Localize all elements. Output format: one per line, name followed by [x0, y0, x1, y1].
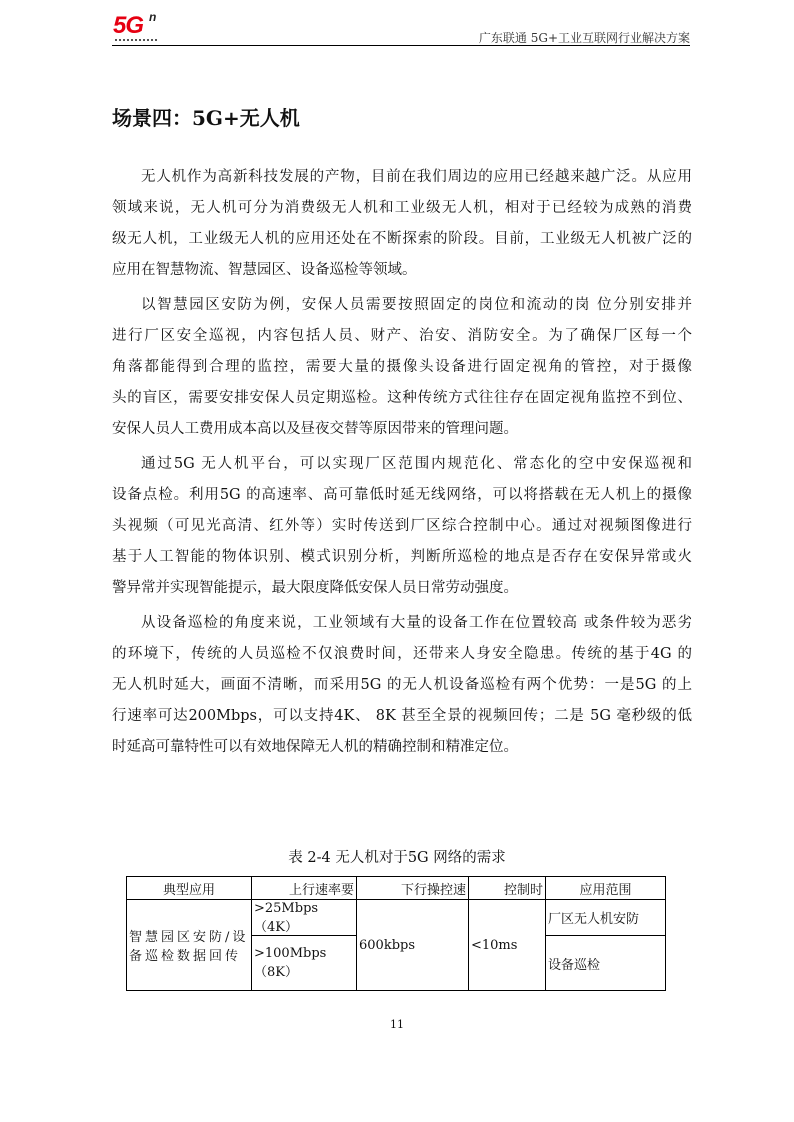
text-line: 设备点检。利用5G 的高速率、高可靠低时延无线网络，可以将搭载在无人机上的摄像 [112, 487, 692, 503]
cell-scope: 厂区无人机安防 [546, 900, 666, 936]
text-line: 头视频（可见光高清、红外等）实时传送到厂区综合控制中心。通过对视频图像进行 [112, 518, 692, 534]
text-line: 进行厂区安全巡视，内容包括人员、财产、治安、消防安全。为了确保厂区每一个 [112, 328, 692, 344]
cell-uplink: >100Mbps （8K） [252, 936, 357, 991]
cell-scope: 设备巡检 [546, 936, 666, 991]
text-line: 时延高可靠特性可以有效地保障无人机的精确控制和精准定位。 [112, 739, 518, 755]
header-cell: 下行操控速 [357, 877, 469, 900]
header-cell: 应用范围 [546, 877, 666, 900]
logo-5g [113, 12, 173, 46]
header-title: 广东联通 5G+工业互联网行业解决方案 [478, 31, 690, 45]
table-caption: 表 2-4 无人机对于5G 网络的需求 [288, 850, 506, 866]
text-line: 无人机时延大，画面不清晰，而采用5G 的无人机设备巡检有两个优势：一是5G 的上 [112, 677, 692, 693]
header-cell: 典型应用 [127, 877, 252, 900]
logo-tagline [115, 39, 157, 44]
text-line: 的环境下，传统的人员巡检不仅浪费时间，还带来人身安全隐患。传统的基于4G 的 [112, 646, 692, 662]
header-cell: 控制时 [469, 877, 546, 900]
logo-text: 5G [113, 12, 144, 39]
body-text [112, 162, 692, 767]
logo-sup: n [149, 10, 157, 24]
header-cell: 上行速率要 [252, 877, 357, 900]
text-line: 行速率可达200Mbps，可以支持4K、 8K 甚至全景的视频回传；二是 5G 毫秒级的低 [112, 708, 692, 724]
text-line: 角落都能得到合理的监控，需要大量的摄像头设备进行固定视角的管控，对于摄像 [112, 359, 692, 375]
requirements-table [126, 876, 666, 991]
header-divider [112, 45, 690, 46]
paragraph [112, 290, 692, 445]
text-line: 安保人员人工费用成本高以及昼夜交替等原因带来的管理问题。 [112, 421, 518, 437]
text-line: 通过5G 无人机平台，可以实现厂区范围内规范化、常态化的空中安保巡视和 [141, 456, 692, 472]
section-heading: 场景四：5G+无人机 [112, 106, 300, 130]
text-line: 头的盲区，需要安排安保人员定期巡检。这种传统方式往往存在固定视角监控不到位、 [112, 390, 692, 406]
text-line: 从设备巡检的角度来说，工业领域有大量的设备工作在位置较高 或条件较为恶劣 [141, 615, 692, 631]
text-line: 以智慧园区安防为例，安保人员需要按照固定的岗位和流动的岗 位分别安排并 [141, 297, 692, 313]
table-header-row [127, 877, 666, 900]
cell-latency: <10ms [469, 900, 546, 991]
text-line: 领域来说，无人机可分为消费级无人机和工业级无人机，相对于已经较为成熟的消费 [112, 200, 692, 216]
cell-uplink: >25Mbps（4K） [252, 900, 357, 936]
paragraph [112, 449, 692, 604]
cell-downlink: 600kbps [357, 900, 469, 991]
paragraph [112, 162, 692, 286]
text-line: 基于人工智能的物体识别、模式识别分析，判断所巡检的地点是否存在安保异常或火 [112, 549, 692, 565]
text-line: 无人机作为高新科技发展的产物，目前在我们周边的应用已经越来越广泛。从应用 [141, 169, 692, 185]
paragraph [112, 608, 692, 763]
cell-app: 智慧园区安防/设备巡检数据回传 [127, 900, 252, 991]
page-number: 11 [390, 1018, 404, 1031]
text-line: 警异常并实现智能提示，最大限度降低安保人员日常劳动强度。 [112, 580, 518, 596]
text-line: 应用在智慧物流、智慧园区、设备巡检等领域。 [112, 262, 417, 278]
text-line: 级无人机，工业级无人机的应用还处在不断探索的阶段。目前，工业级无人机被广泛的 [112, 231, 692, 247]
table-row [127, 900, 666, 936]
